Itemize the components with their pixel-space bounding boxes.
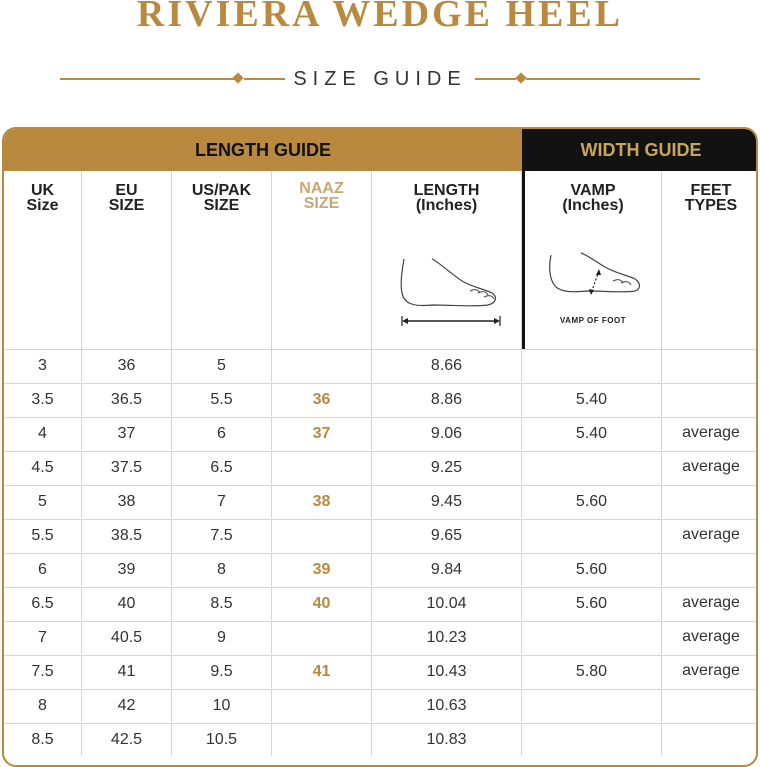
cell-length: 10.04 <box>372 588 522 620</box>
cell-us: 5.5 <box>172 384 272 416</box>
page-subtitle: SIZE GUIDE <box>285 68 474 90</box>
cell-eu: 40.5 <box>82 622 172 654</box>
cell-eu: 36 <box>82 350 172 382</box>
cell-uk: 4 <box>4 418 82 450</box>
cell-uk: 6 <box>4 554 82 586</box>
col-header-naaz-line1: NAAZ <box>299 180 344 197</box>
vamp-caption: VAMP OF FOOT <box>559 316 627 325</box>
cell-naaz: 38 <box>272 486 372 518</box>
col-header-feet-line2: TYPES <box>684 197 738 214</box>
table-row <box>4 519 758 553</box>
table-row <box>4 349 758 383</box>
cell-uk: 8.5 <box>4 724 82 756</box>
cell-eu: 38.5 <box>82 520 172 552</box>
col-header-us-line2: SIZE <box>203 197 240 214</box>
cell-vamp: 5.60 <box>522 554 662 586</box>
col-header-us <box>172 171 272 349</box>
cell-vamp: 5.40 <box>522 384 662 416</box>
cell-vamp <box>522 724 662 756</box>
col-header-uk-line2: Size <box>26 197 59 214</box>
cell-naaz: 39 <box>272 554 372 586</box>
cell-length: 10.63 <box>372 690 522 722</box>
cell-eu: 41 <box>82 656 172 688</box>
cell-naaz <box>272 724 372 756</box>
cell-uk: 7.5 <box>4 656 82 688</box>
cell-naaz <box>272 350 372 382</box>
cell-vamp <box>522 690 662 722</box>
cell-eu: 37.5 <box>82 452 172 484</box>
col-header-length-line1: LENGTH <box>413 182 480 199</box>
size-guide-table <box>2 127 758 767</box>
cell-length: 8.66 <box>372 350 522 382</box>
cell-length: 9.45 <box>372 486 522 518</box>
cell-us: 6 <box>172 418 272 450</box>
cell-length: 9.25 <box>372 452 522 484</box>
cell-feet: average <box>682 526 740 543</box>
cell-naaz <box>272 520 372 552</box>
page-title: RIVIERA WEDGE HEEL <box>136 0 624 35</box>
cell-vamp: 5.40 <box>522 418 662 450</box>
cell-length: 9.06 <box>372 418 522 450</box>
cell-naaz <box>272 622 372 654</box>
col-header-length-line2: (Inches) <box>415 197 478 214</box>
cell-feet: average <box>682 662 740 679</box>
cell-us: 10.5 <box>172 724 272 756</box>
cell-uk: 7 <box>4 622 82 654</box>
cell-eu: 42 <box>82 690 172 722</box>
cell-vamp <box>522 520 662 552</box>
cell-us: 9 <box>172 622 272 654</box>
cell-us: 6.5 <box>172 452 272 484</box>
col-header-vamp <box>522 171 662 349</box>
cell-feet <box>662 350 758 382</box>
cell-us: 8 <box>172 554 272 586</box>
cell-us: 9.5 <box>172 656 272 688</box>
cell-feet: average <box>682 424 740 441</box>
col-header-length <box>372 171 522 349</box>
subtitle-divider <box>60 66 700 92</box>
cell-naaz: 36 <box>272 384 372 416</box>
cell-feet <box>662 486 758 518</box>
col-header-us-line1: US/PAK <box>191 182 252 199</box>
cell-eu: 38 <box>82 486 172 518</box>
cell-us: 7.5 <box>172 520 272 552</box>
table-row <box>4 417 758 451</box>
col-header-eu-line2: SIZE <box>108 197 145 214</box>
cell-length: 8.86 <box>372 384 522 416</box>
cell-naaz: 37 <box>272 418 372 450</box>
length-guide-header: LENGTH GUIDE <box>4 129 522 171</box>
cell-uk: 5 <box>4 486 82 518</box>
cell-naaz <box>272 690 372 722</box>
cell-length: 9.84 <box>372 554 522 586</box>
cell-vamp: 5.60 <box>522 588 662 620</box>
cell-uk: 8 <box>4 690 82 722</box>
col-header-uk-line1: UK <box>30 182 55 199</box>
cell-eu: 39 <box>82 554 172 586</box>
table-row <box>4 383 758 417</box>
col-header-naaz <box>272 171 372 349</box>
cell-feet: average <box>682 594 740 611</box>
cell-vamp <box>522 350 662 382</box>
cell-us: 8.5 <box>172 588 272 620</box>
cell-uk: 4.5 <box>4 452 82 484</box>
table-row <box>4 723 758 757</box>
cell-length: 10.83 <box>372 724 522 756</box>
col-header-eu <box>82 171 172 349</box>
cell-eu: 36.5 <box>82 384 172 416</box>
cell-vamp <box>522 452 662 484</box>
table-row <box>4 689 758 723</box>
cell-naaz: 41 <box>272 656 372 688</box>
cell-length: 10.43 <box>372 656 522 688</box>
cell-uk: 3 <box>4 350 82 382</box>
col-header-vamp-line1: VAMP <box>570 182 616 199</box>
table-row <box>4 485 758 519</box>
cell-feet <box>662 724 758 756</box>
cell-us: 7 <box>172 486 272 518</box>
cell-feet: average <box>682 458 740 475</box>
table-row <box>4 451 758 485</box>
cell-vamp: 5.80 <box>522 656 662 688</box>
cell-uk: 3.5 <box>4 384 82 416</box>
cell-length: 9.65 <box>372 520 522 552</box>
cell-uk: 5.5 <box>4 520 82 552</box>
col-header-naaz-line2: SIZE <box>303 195 340 212</box>
foot-vamp-icon <box>543 251 643 311</box>
col-header-vamp-line2: (Inches) <box>562 197 624 214</box>
cell-vamp: 5.60 <box>522 486 662 518</box>
table-row <box>4 553 758 587</box>
cell-us: 5 <box>172 350 272 382</box>
cell-length: 10.23 <box>372 622 522 654</box>
cell-uk: 6.5 <box>4 588 82 620</box>
cell-naaz: 40 <box>272 588 372 620</box>
col-header-uk <box>4 171 82 349</box>
cell-feet <box>662 384 758 416</box>
cell-naaz <box>272 452 372 484</box>
cell-eu: 40 <box>82 588 172 620</box>
cell-feet <box>662 690 758 722</box>
cell-feet <box>662 554 758 586</box>
col-header-feet-line1: FEET <box>690 182 732 199</box>
col-header-feet <box>662 171 758 349</box>
cell-vamp <box>522 622 662 654</box>
foot-length-icon <box>392 253 502 333</box>
width-guide-header: WIDTH GUIDE <box>522 129 758 171</box>
table-row <box>4 655 758 689</box>
cell-eu: 37 <box>82 418 172 450</box>
cell-us: 10 <box>172 690 272 722</box>
table-row <box>4 621 758 655</box>
cell-feet: average <box>682 628 740 645</box>
col-header-eu-line1: EU <box>115 182 138 199</box>
cell-eu: 42.5 <box>82 724 172 756</box>
table-row <box>4 587 758 621</box>
